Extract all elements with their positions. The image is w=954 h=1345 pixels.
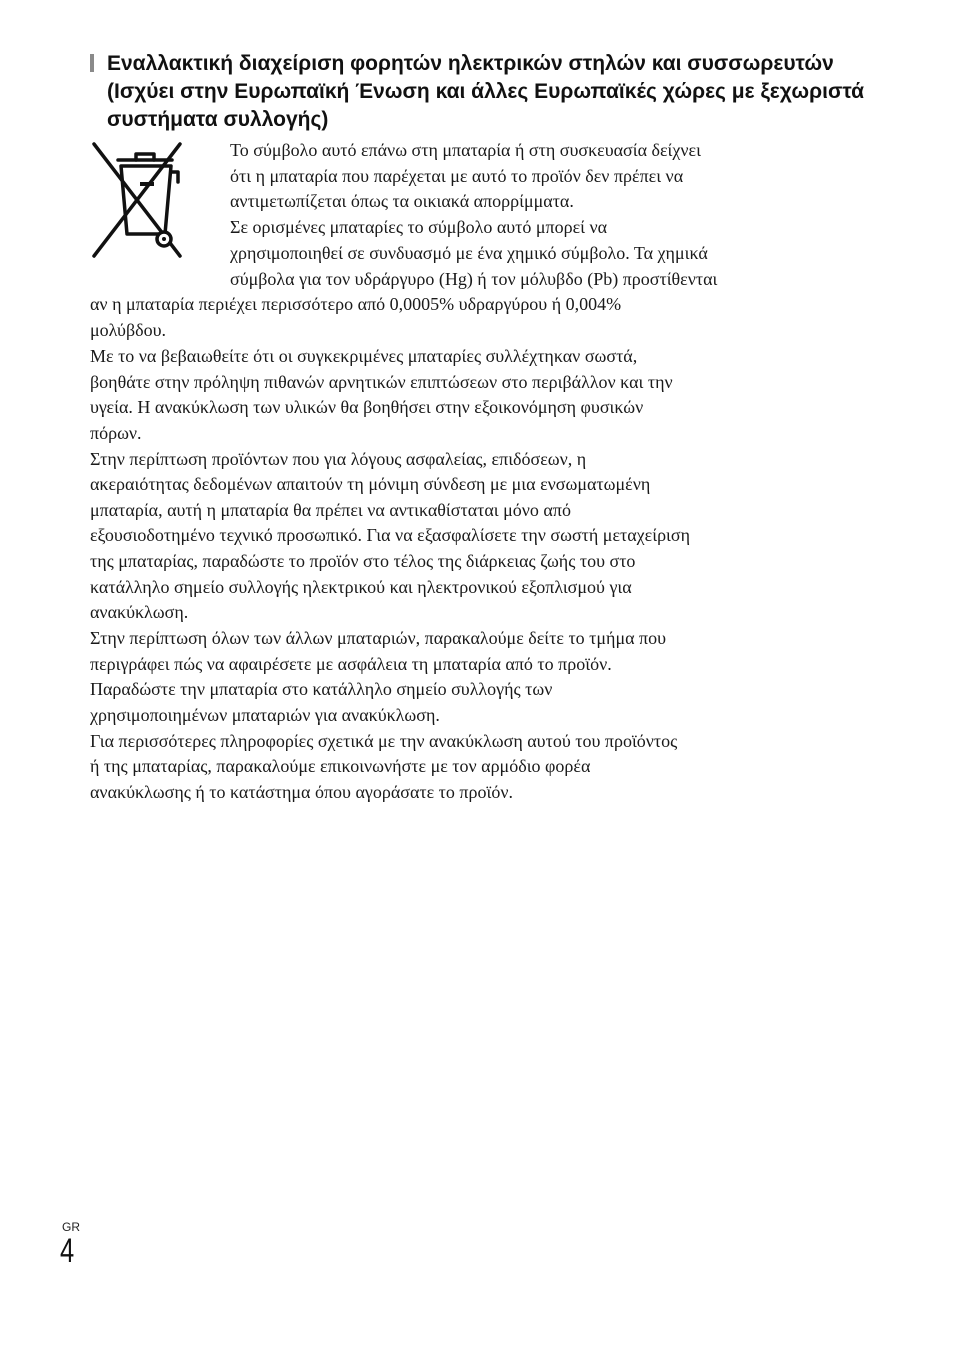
language-code: GR xyxy=(62,1220,80,1234)
text-line: ανακύκλωσης ή το κατάστημα όπου αγοράσατε το προϊόν. xyxy=(90,782,513,802)
heading-marker xyxy=(90,54,94,72)
text-line: Το σύμβολο αυτό επάνω στη μπαταρία ή στη συσκευασία δείχνει xyxy=(230,140,701,160)
text-line: ή της μπαταρίας, παρακαλούμε επικοινωνήστε με τον αρμόδιο φορέα xyxy=(90,756,591,776)
text-line: βοηθάτε στην πρόληψη πιθανών αρνητικών επιπτώσεων στο περιβάλλον και την xyxy=(90,372,673,392)
text-line: χρησιμοποιηθεί σε συνδυασμό με ένα χημικό σύμβολο. Τα χημικά xyxy=(230,243,708,263)
crossed-out-bin-icon xyxy=(90,142,186,260)
text-line: της μπαταρίας, παραδώστε το προϊόν στο τέλος της διάρκειας ζωής του στο xyxy=(90,551,636,571)
text-line: Στην περίπτωση όλων των άλλων μπαταριών, παρακαλούμε δείτε το τμήμα που xyxy=(90,628,667,648)
text-line: Παραδώστε την μπαταρία στο κατάλληλο σημείο συλλογής των xyxy=(90,679,553,699)
text-line: αν η μπαταρία περιέχει περισσότερο από 0,0005% υδραργύρου ή 0,004% xyxy=(90,294,622,314)
section-heading: Εναλλακτική διαχείριση φορητών ηλεκτρικών στηλών και συσσωρευτών (Ισχύει στην Ευρωπαϊκή Ένωση και άλλες Ευρωπαϊκές χώρες με ξεχωριστά συστήματα συλλογής) xyxy=(107,52,865,131)
page-number: 4 xyxy=(60,1232,75,1270)
text-line: Για περισσότερες πληροφορίες σχετικά με την ανακύκλωση αυτού του προϊόντος xyxy=(90,731,678,751)
text-line: ακεραιότητας δεδομένων απαιτούν τη μόνιμη σύνδεση με μια ενσωματωμένη xyxy=(90,474,651,494)
text-line: κατάλληλο σημείο συλλογής ηλεκτρικού και ηλεκτρονικού εξοπλισμού για xyxy=(90,577,632,597)
text-line: ανακύκλωση. xyxy=(90,602,189,622)
text-line: αντιμετωπίζεται όπως τα οικιακά απορρίμματα. xyxy=(230,191,574,211)
text-line: Σε ορισμένες μπαταρίες το σύμβολο αυτό μπορεί να xyxy=(230,217,608,237)
text-line: ότι η μπαταρία που παρέχεται με αυτό το προϊόν δεν πρέπει να xyxy=(230,166,684,186)
text-line: Στην περίπτωση προϊόντων που για λόγους ασφαλείας, επιδόσεων, η xyxy=(90,449,587,469)
text-line: εξουσιοδοτημένο τεχνικό προσωπικό. Για να εξασφαλίσετε την σωστή μεταχείριση xyxy=(90,525,691,545)
text-line: μπαταρία, αυτή η μπαταρία θα πρέπει να αντικαθίσταται μόνο από xyxy=(90,500,571,520)
text-line: μολύβδου. xyxy=(90,320,167,340)
text-line: πόρων. xyxy=(90,423,142,443)
text-line: σύμβολα για τον υδράργυρο (Hg) ή τον μόλυβδο (Pb) προστίθενται xyxy=(230,269,718,289)
text-line: Με το να βεβαιωθείτε ότι οι συγκεκριμένες μπαταρίες συλλέχτηκαν σωστά, xyxy=(90,346,638,366)
text-line: χρησιμοποιημένων μπαταριών για ανακύκλωση. xyxy=(90,705,440,725)
text-line: υγεία. Η ανακύκλωση των υλικών θα βοηθήσει στην εξοικονόμηση φυσικών xyxy=(90,397,644,417)
text-line: περιγράφει πώς να αφαιρέσετε με ασφάλεια τη μπαταρία από το προϊόν. xyxy=(90,654,612,674)
